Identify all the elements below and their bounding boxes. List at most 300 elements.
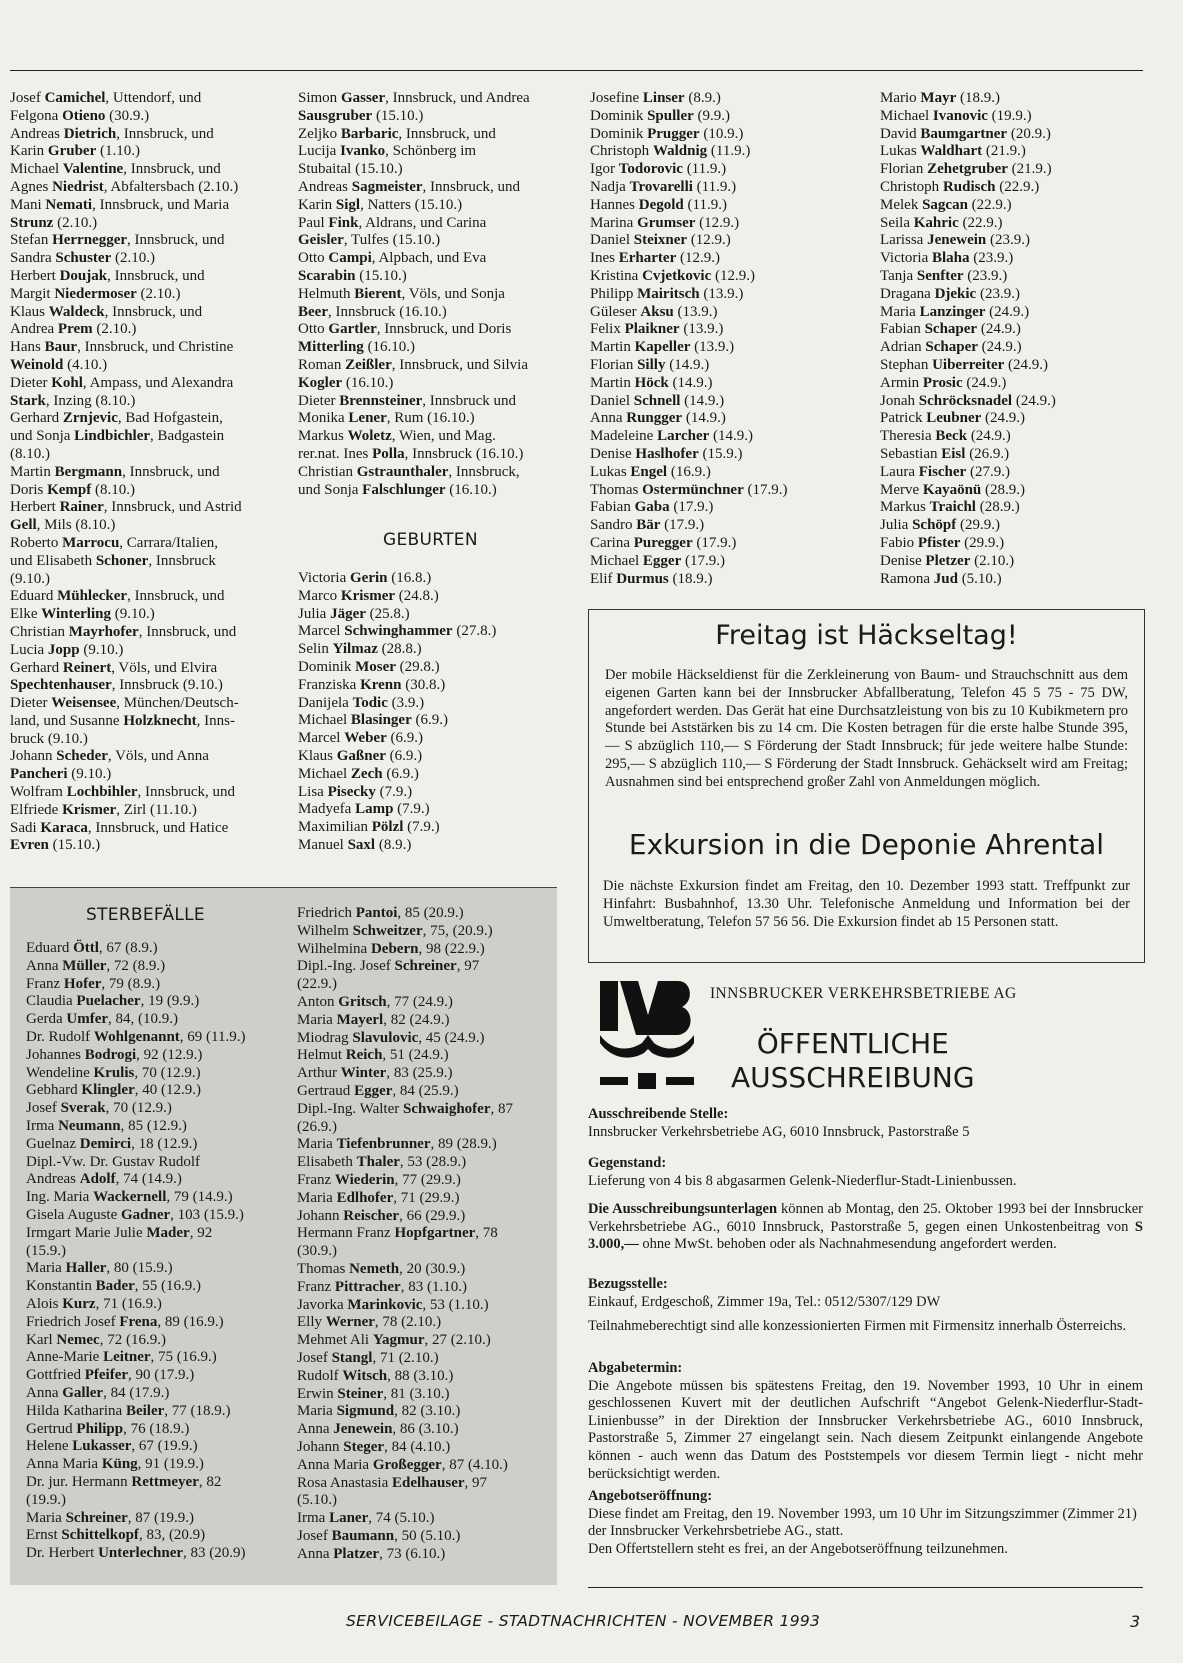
surname: Mitterling <box>298 339 364 356</box>
entry-text: Maria <box>26 1260 66 1277</box>
entry-text: , 67 (8.9.) <box>98 940 158 956</box>
entry-text: , Innsbruck, und <box>138 623 237 640</box>
footer-text: SERVICEBEILAGE - STADTNACHRICHTEN - NOVEMBER 1993 <box>346 1612 821 1630</box>
list-line <box>298 641 573 659</box>
list-line <box>10 268 285 286</box>
entry-text: Maria <box>297 1403 337 1420</box>
list-line <box>590 428 865 446</box>
entry-text: Dipl.-Ing. Josef <box>297 958 395 975</box>
entry-text: , Völs, und Anna <box>107 748 209 765</box>
entry-text: (8.10.) <box>91 481 136 498</box>
entry-text: (10.9.) <box>699 125 744 142</box>
entry-text: , 79 (8.9.) <box>101 975 161 992</box>
surname: Pittracher <box>334 1278 401 1295</box>
entry-text: , Innsbruck, und Maria <box>92 196 230 213</box>
list-line <box>297 1261 559 1279</box>
entry-text: Friedrich Josef <box>26 1313 120 1330</box>
entry-text: , Innsbruck (16.10.) <box>327 303 447 320</box>
entry-text: Anna <box>590 410 627 427</box>
surname: Jud <box>933 570 958 587</box>
entry-text: (3.9.) <box>387 694 425 711</box>
entry-text: , Innsbruck, und <box>104 303 203 320</box>
entry-text: , 87 <box>490 1100 513 1117</box>
entry-text: Daniel <box>590 392 634 409</box>
entry-text: Maria <box>26 1509 66 1526</box>
list-line <box>298 250 573 268</box>
entry-text: Felgona <box>10 107 63 124</box>
surname: Bader <box>95 1278 135 1295</box>
surname: Camichel <box>44 90 106 106</box>
entry-text: land, und Susanne <box>10 712 124 729</box>
surname: Lamp <box>355 801 394 818</box>
entry-text: , 72 (16.9.) <box>99 1331 166 1348</box>
entry-text: Anna <box>26 1384 63 1401</box>
births-list-col4 <box>880 90 1155 588</box>
surname: Woletz <box>347 428 392 445</box>
surname: Ivanko <box>340 143 386 160</box>
exkursion-text: Die nächste Exkursion findet am Freitag, den 10. Dezember 1993 statt. Treffpunkt zur Hinfahrt: Busbahnhof, 13.30 Uhr. Telefonische Anmeldung und Information bei der Umweltberatung, Telefon 57 56 56. Die Exkursion findet ab 15 Personen statt. <box>603 878 1130 930</box>
surname: Djekic <box>934 285 977 302</box>
entry-text: Otto <box>298 250 329 267</box>
list-line <box>297 1208 559 1226</box>
entry-text: (13.9.) <box>679 321 724 338</box>
entry-text: Maria <box>297 1136 337 1153</box>
entry-text: , 66 (29.9.) <box>399 1207 466 1224</box>
entry-text: Wilhelm <box>297 922 353 939</box>
surname: Pfister <box>917 534 961 551</box>
entry-text: Franz <box>297 1171 335 1188</box>
list-line <box>590 499 865 517</box>
entry-text: Merve <box>880 481 923 498</box>
surname: Marinkovic <box>347 1296 423 1313</box>
entry-text: (9.10.) <box>79 641 124 658</box>
list-line <box>297 1403 559 1421</box>
entry-text: (7.9.) <box>393 801 430 818</box>
list-line <box>298 215 573 233</box>
entry-text: (15.10.) <box>48 837 101 854</box>
surname: Barbaric <box>340 125 399 142</box>
entry-text: Marco <box>298 587 341 604</box>
entry-text: , Schönberg im <box>385 143 477 160</box>
entry-text: Kristina <box>590 267 643 284</box>
entry-text: Andreas <box>26 1171 80 1188</box>
list-line <box>880 482 1155 500</box>
entry-text: , Innsbruck, <box>448 463 520 480</box>
list-line <box>26 1029 288 1047</box>
list-line <box>298 161 573 179</box>
entry-text: (24.9.) <box>977 339 1022 356</box>
surname: Rettmeyer <box>131 1473 199 1490</box>
surname: Reischer <box>343 1207 400 1224</box>
entry-text: (30.8.) <box>401 676 446 693</box>
list-line <box>26 1171 288 1189</box>
entry-text: (7.9.) <box>375 783 413 800</box>
entry-text: Maximilian <box>298 819 372 836</box>
entry-text: Wendeline <box>26 1064 94 1081</box>
entry-text: , 85 (12.9.) <box>120 1117 187 1134</box>
entry-text: , 98 (22.9.) <box>418 940 485 957</box>
list-line <box>297 1172 559 1190</box>
entry-text: Zeljko <box>298 125 341 142</box>
surname: Gstraunthaler <box>356 463 449 480</box>
surname: Mayerl <box>336 1011 384 1028</box>
list-line <box>26 1154 288 1172</box>
surname: Großegger <box>372 1456 442 1473</box>
entry-text: , Mils (8.10.) <box>36 517 116 534</box>
entry-text: Johann <box>297 1438 344 1455</box>
list-line <box>880 393 1155 411</box>
entry-text: (23.9.) <box>986 232 1030 249</box>
entry-text: , 74 (5.10.) <box>368 1510 435 1527</box>
list-line <box>590 446 865 464</box>
surname: Sverak <box>60 1100 106 1117</box>
surname: Spechtenhauser <box>10 677 112 694</box>
list-line <box>590 250 865 268</box>
surname: Ostermünchner <box>642 481 744 498</box>
entry-text: (17.9.) <box>660 517 705 534</box>
entry-text: Franziska <box>298 676 361 693</box>
entry-text: , 77 (24.9.) <box>386 993 453 1010</box>
entry-text: , 83, (20.9) <box>138 1527 206 1544</box>
surname: Beck <box>935 428 968 445</box>
entry-text: , Abfaltersbach (2.10.) <box>103 178 239 195</box>
entry-text: Andrea <box>10 321 58 338</box>
list-line <box>298 712 573 730</box>
entry-text: , Innsbruck, und Astrid <box>103 499 242 516</box>
entry-text: , 84, (10.9.) <box>108 1011 179 1028</box>
entry-text: Hannes <box>590 196 639 213</box>
surname: Lindbichler <box>74 428 151 445</box>
entry-text: (12.9.) <box>676 250 720 267</box>
entry-text: (9.10.) <box>110 606 155 623</box>
list-line <box>10 482 285 500</box>
surname: Edelhauser <box>392 1474 465 1491</box>
surname: Gasser <box>340 90 386 106</box>
entry-text: Christoph <box>590 143 653 160</box>
list-line <box>10 375 285 393</box>
list-line <box>26 1349 288 1367</box>
surname: Prosic <box>922 374 963 391</box>
entry-text: Daniel <box>590 232 634 249</box>
entry-text: Marcel <box>298 730 345 747</box>
list-line <box>590 304 865 322</box>
tender-notice <box>588 975 1143 1585</box>
entry-text: , Tulfes (15.10.) <box>343 232 441 249</box>
list-line <box>297 1190 559 1208</box>
list-line <box>297 1421 559 1439</box>
surname: Baumann <box>331 1527 395 1544</box>
unterlagen-heading: Die Ausschreibungsunterlagen <box>588 1201 778 1217</box>
entry-text: , Innsbruck (16.10.) <box>404 445 524 462</box>
list-line <box>26 1260 288 1278</box>
list-line <box>590 143 865 161</box>
entry-text: Lukas <box>880 143 921 160</box>
entry-text: Irma <box>26 1117 59 1134</box>
surname: Linser <box>642 90 685 106</box>
list-line <box>10 286 285 304</box>
entry-text: Claudia <box>26 993 77 1010</box>
deaths-list-col1 <box>26 940 288 1563</box>
entry-text: Markus <box>298 428 348 445</box>
entry-text: Rudolf <box>297 1367 343 1384</box>
entry-text: (4.10.) <box>63 356 108 373</box>
entry-text: , 97 <box>464 1474 488 1491</box>
list-line <box>880 446 1155 464</box>
stelle-heading: Ausschreibende Stelle: <box>588 1106 729 1122</box>
list-line <box>10 197 285 215</box>
list-line <box>10 837 285 855</box>
list-line <box>10 802 285 820</box>
entry-text: Gertraud <box>297 1082 355 1099</box>
entry-text: , 51 (24.9.) <box>382 1047 449 1064</box>
list-line <box>297 976 559 994</box>
surname: Weinold <box>10 356 64 373</box>
surname: Erharter <box>618 250 677 267</box>
list-line <box>590 232 865 250</box>
entry-text: Guelnaz <box>26 1135 80 1152</box>
list-line <box>298 819 573 837</box>
entry-text: Alois <box>26 1295 63 1312</box>
entry-text: (23.9.) <box>976 285 1020 302</box>
list-line <box>10 90 285 108</box>
list-line <box>297 1154 559 1172</box>
entry-text: , 89 (28.9.) <box>430 1136 497 1153</box>
entry-text: Josef <box>26 1100 61 1117</box>
entry-text: (2.10.) <box>970 552 1015 569</box>
list-line <box>26 1011 288 1029</box>
entry-text: Stefan <box>10 232 53 249</box>
entry-text: Martin <box>590 339 635 356</box>
entry-text: Hans <box>10 339 45 356</box>
entry-text: Gerhard <box>10 410 63 427</box>
entry-text: Dieter <box>10 374 52 391</box>
surname: Scarabin <box>298 267 356 284</box>
list-line <box>10 553 285 571</box>
entry-text: Stubaital (15.10.) <box>298 161 403 178</box>
list-line <box>298 321 573 339</box>
entry-text: , Badgastein <box>150 428 225 445</box>
surname: Moser <box>355 658 396 675</box>
list-line <box>10 232 285 250</box>
entry-text: (23.9.) <box>969 250 1014 267</box>
entry-text: , Alpbach, und Eva <box>371 250 487 267</box>
list-line <box>880 197 1155 215</box>
entry-text: (21.9.) <box>982 143 1026 160</box>
list-line <box>297 1314 559 1332</box>
surname: Niedrist <box>52 178 104 195</box>
entry-text: Ing. Maria <box>26 1189 94 1206</box>
entry-text: , 73 (6.10.) <box>379 1545 446 1562</box>
surname: Jopp <box>47 641 80 658</box>
surname: Krenn <box>360 676 402 693</box>
surname: Scheder <box>56 748 108 765</box>
list-line <box>298 784 573 802</box>
entry-text: , 90 (17.9.) <box>128 1367 195 1384</box>
entry-text: (16.10.) <box>445 481 497 498</box>
entry-text: , 77 (29.9.) <box>394 1171 461 1188</box>
entry-text: Josef <box>297 1349 332 1366</box>
entry-text: , Völs, und Elvira <box>111 659 218 676</box>
entry-text: Herbert <box>10 267 60 284</box>
list-line <box>880 375 1155 393</box>
surname: Schöpf <box>912 517 957 534</box>
marriage-list-col1 <box>10 90 285 855</box>
entry-text: Martin <box>590 374 635 391</box>
entry-text: Marcel <box>298 623 345 640</box>
entry-text: Laura <box>880 463 919 480</box>
entry-text: Arthur <box>297 1065 341 1082</box>
list-line <box>298 606 573 624</box>
surname: Cvjetkovic <box>642 267 712 284</box>
entry-text: (28.9.) <box>981 481 1026 498</box>
entry-text: (16.8.) <box>387 570 432 586</box>
surname: Beer <box>298 303 328 320</box>
list-line <box>297 1119 559 1137</box>
entry-text: Larissa <box>880 232 928 249</box>
entry-text: (30.9.) <box>297 1243 337 1260</box>
entry-text: Igor <box>590 161 619 178</box>
surname: Zrnjevic <box>62 410 118 427</box>
entry-text: (27.9.) <box>966 463 1010 480</box>
entry-text: Gebhard <box>26 1082 82 1099</box>
entry-text: David <box>880 125 921 142</box>
surname: Baumgartner <box>920 125 1008 142</box>
list-line <box>26 1082 288 1100</box>
abgabe-text: Die Angebote müssen bis spätestens Freitag, den 19. November 1993, 10 Uhr in einem geschlossenen Kuvert mit der deutlichen Aufschrift “Angebot Gelenk-Niederflur-Stadt-Linienbusse” in der Direktion der Innsbrucker Verkehrsbetriebe AG., 6010 Innsbruck, Pastorstraße 5, Zimmer 27 eingelangt sein. Nach diesem Zeitpunkt einlangende Angebote können - auch wenn das Datum des Poststempels vor diesem Termin liegt - nicht mehr berücksichtigt werden. <box>588 1377 1143 1482</box>
surname: Sigmund <box>336 1403 395 1420</box>
surname: Gell <box>10 517 37 534</box>
surname: Zech <box>350 765 383 782</box>
surname: Bergmann <box>54 463 123 480</box>
entry-text: (11.9.) <box>682 161 727 178</box>
list-line <box>26 1207 288 1225</box>
unterlagen-text: können ab Montag, den 25. Oktober 1993 bei der Innsbrucker Verkehrsbetriebe AG., 6010 Innsbruck, Pastorstraße 5, gegen einen Unkostenbeitrag von <box>588 1201 1143 1235</box>
surname: Küng <box>101 1456 138 1473</box>
list-line <box>26 1421 288 1439</box>
list-line <box>880 339 1155 357</box>
surname: Gaßner <box>336 747 386 764</box>
surname: Kohl <box>51 374 83 391</box>
list-line <box>10 108 285 126</box>
surname: Rainer <box>59 499 104 516</box>
list-line <box>10 339 285 357</box>
surname: Neumann <box>58 1117 121 1134</box>
tender-title-line2: AUSSCHREIBUNG <box>731 1061 975 1094</box>
entry-text: , 91 (19.9.) <box>137 1456 204 1473</box>
surname: Haller <box>65 1260 107 1277</box>
entry-text: (29.8.) <box>395 658 440 675</box>
entry-text: , Innsbruck, und Andrea <box>385 90 530 106</box>
entry-text: Hilda Katharina <box>26 1402 126 1419</box>
list-line <box>10 535 285 553</box>
entry-text: Ines <box>590 250 619 267</box>
list-line <box>297 1528 559 1546</box>
entry-text: Lukas <box>590 463 631 480</box>
entry-text: Sandro <box>590 517 637 534</box>
list-line <box>298 179 573 197</box>
list-line <box>26 1118 288 1136</box>
surname: Schweitzer <box>352 922 423 939</box>
surname: Krulis <box>93 1064 135 1081</box>
list-line <box>880 571 1155 589</box>
entry-text: (24.9.) <box>962 374 1007 391</box>
list-line <box>10 820 285 838</box>
entry-text: Florian <box>880 161 928 178</box>
list-line <box>297 1546 559 1564</box>
entry-text: , 69 (11.9.) <box>179 1028 246 1045</box>
list-line <box>590 197 865 215</box>
entry-text: , 18 (12.9.) <box>131 1135 198 1152</box>
entry-text: Elif <box>590 570 617 587</box>
entry-text: Klaus <box>10 303 49 320</box>
entry-text: (26.9.) <box>297 1118 337 1135</box>
surname: Todorovic <box>618 161 683 178</box>
entry-text: Lucija <box>298 143 341 160</box>
surname: Schröcksnadel <box>918 392 1013 409</box>
list-line <box>298 339 573 357</box>
surname: Fink <box>328 214 359 231</box>
surname: Spuller <box>647 107 694 124</box>
entry-text: (5.10.) <box>957 570 1002 587</box>
list-line <box>880 268 1155 286</box>
list-line <box>297 923 559 941</box>
entry-text: Anna <box>26 957 63 974</box>
unterlagen-block <box>588 1201 1143 1254</box>
surname: Traichl <box>929 499 976 516</box>
entry-text: (24.9.) <box>985 303 1030 320</box>
list-line <box>880 517 1155 535</box>
births-list-col2 <box>298 570 573 855</box>
surname: Gadner <box>121 1206 171 1223</box>
entry-text: (12.9.) <box>711 267 755 284</box>
surname: Edlhofer <box>336 1189 394 1206</box>
list-line <box>880 161 1155 179</box>
surname: Engel <box>630 463 668 480</box>
surname: Lochbihler <box>66 784 138 801</box>
entry-text: , Innsbruck, und Silvia <box>391 356 528 373</box>
entry-text: , Bad Hofgastein, <box>117 410 223 427</box>
entry-text: (15.10.) <box>355 267 407 284</box>
entry-text: Mario <box>880 90 921 106</box>
deaths-heading: STERBEFÄLLE <box>86 905 205 925</box>
entry-text: , 79 (14.9.) <box>166 1189 233 1206</box>
surname: Blaha <box>932 250 970 267</box>
surname: Frena <box>119 1313 158 1330</box>
surname: Degold <box>638 196 684 213</box>
entry-text: , 19 (9.9.) <box>140 993 200 1010</box>
entry-text: (29.9.) <box>960 534 1005 551</box>
entry-text: Michael <box>298 765 351 782</box>
entry-text: , 71 (16.9.) <box>95 1295 162 1312</box>
list-line <box>10 143 285 161</box>
entry-text: Selin <box>298 641 333 658</box>
entry-text: , 82 (3.10.) <box>394 1403 461 1420</box>
surname: Kahric <box>913 214 959 231</box>
surname: Rudisch <box>942 178 996 195</box>
entry-text: (18.9.) <box>956 90 1000 106</box>
entry-text: Karl <box>26 1331 57 1348</box>
entry-text: Denise <box>590 445 636 462</box>
entry-text: , 80 (15.9.) <box>106 1260 173 1277</box>
list-line <box>297 1332 559 1350</box>
list-line <box>26 940 288 958</box>
entry-text: (17.9.) <box>669 499 714 516</box>
entry-text: , Innsbruck, und <box>127 588 225 605</box>
surname: Niedermoser <box>54 285 137 302</box>
births-heading: GEBURTEN <box>383 530 478 550</box>
list-line <box>26 1456 288 1474</box>
list-line <box>880 535 1155 553</box>
